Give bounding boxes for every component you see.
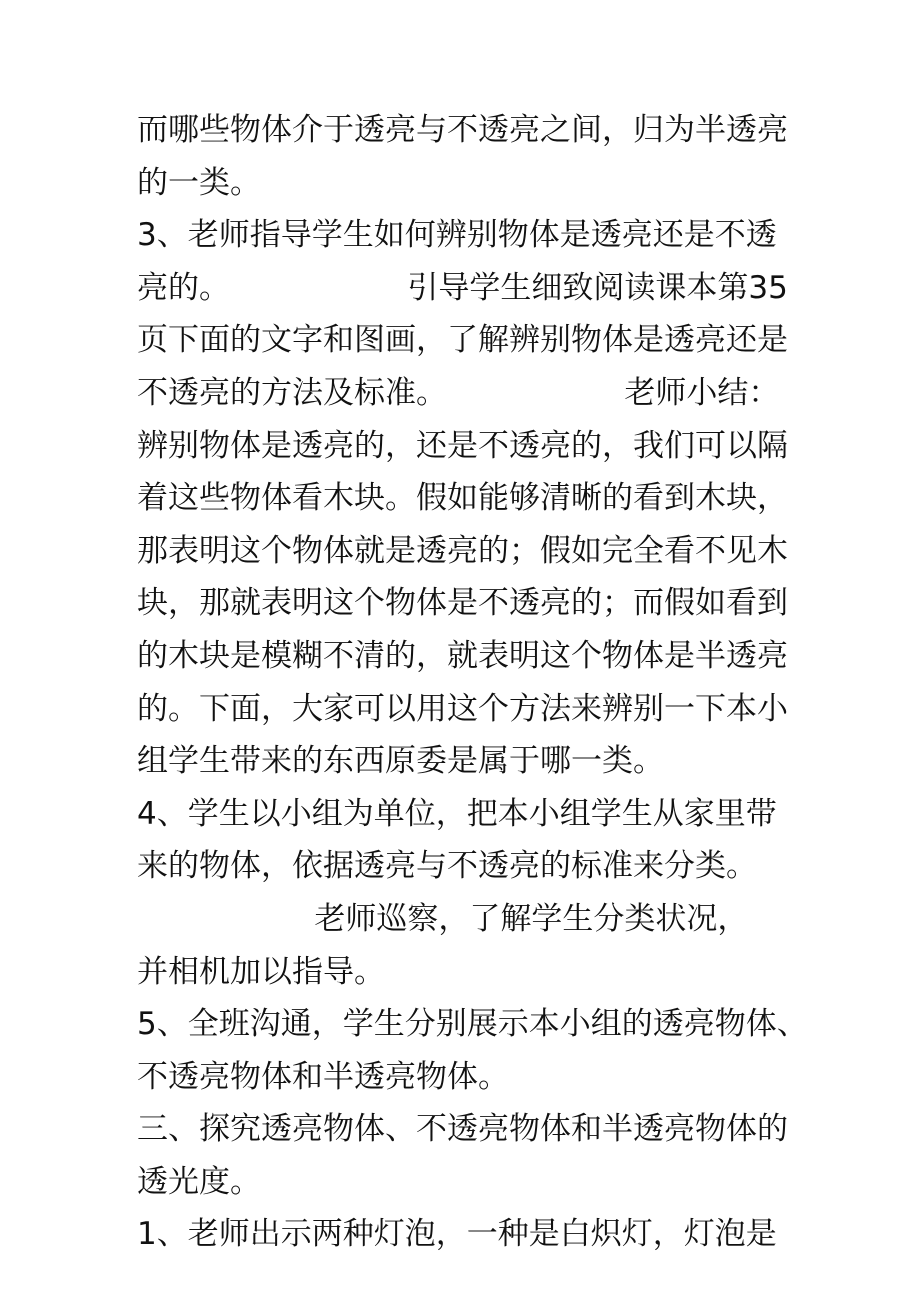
text-line: 那表明这个物体就是透亮的；假如完全看不见木 <box>137 532 788 569</box>
document-body-text <box>137 104 808 1261</box>
text-line: 并相机加以指导。 <box>137 953 385 990</box>
text-line: 的一类。 <box>137 164 261 201</box>
text-line: 透光度。 <box>137 1163 261 1200</box>
text-line: 页下面的文字和图画，了解辨别物体是透亮还是 <box>137 322 788 359</box>
text-line: 而哪些物体介于透亮与不透亮之间，归为半透亮 <box>137 112 788 148</box>
text-line: 来的物体，依据透亮与不透亮的标准来分类。 <box>137 848 757 885</box>
text-line: 三、探究透亮物体、不透亮物体和半透亮物体的 <box>137 1111 788 1148</box>
text-line: 的木块是模糊不清的，就表明这个物体是半透亮 <box>137 637 788 674</box>
text-line: 老师巡察，了解学生分类状况， <box>137 900 749 937</box>
text-line: 亮的。 引导学生细致阅读课本第35 <box>137 269 788 306</box>
text-line: 3、老师指导学生如何辨别物体是透亮还是不透 <box>137 217 777 254</box>
text-line: 块，那就表明这个物体是不透亮的；而假如看到 <box>137 585 788 622</box>
text-line: 组学生带来的东西原委是属于哪一类。 <box>137 743 664 780</box>
text-line: 着这些物体看木块。假如能够清晰的看到木块， <box>137 480 788 517</box>
text-line: 1、老师出示两种灯泡，一种是白炽灯，灯泡是 <box>137 1216 777 1253</box>
text-line: 不透亮物体和半透亮物体。 <box>137 1058 509 1095</box>
text-line: 5、全班沟通，学生分别展示本小组的透亮物体、 <box>137 1006 808 1043</box>
text-line: 4、学生以小组为单位，把本小组学生从家里带 <box>137 795 777 832</box>
text-line: 辨别物体是透亮的，还是不透亮的，我们可以隔 <box>137 427 788 464</box>
text-line: 不透亮的方法及标准。 老师小结： <box>137 374 780 411</box>
text-line: 的。下面，大家可以用这个方法来辨别一下本小 <box>137 690 788 727</box>
